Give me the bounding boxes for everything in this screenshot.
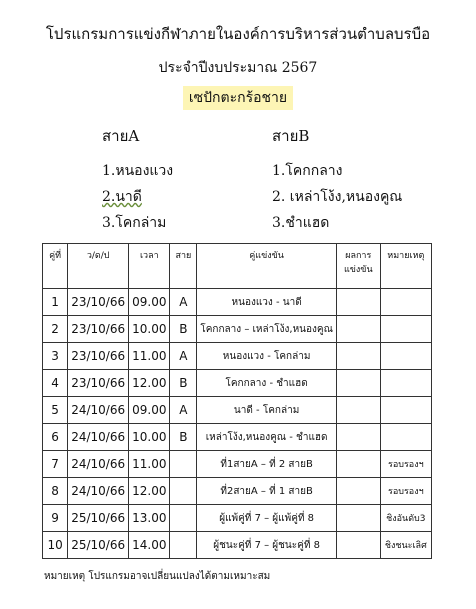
time-cell: 11.00 [129,451,170,478]
match-no-cell: 8 [43,478,68,505]
col-header-date: ว/ด/ป [68,244,129,289]
table-row [43,316,432,343]
table-row [43,424,432,451]
col-header-opponents: คู่แข่งขัน [197,244,337,289]
note-cell [380,343,431,370]
match-no-cell: 9 [43,505,68,532]
time-cell: 10.00 [129,316,170,343]
note-cell [380,316,431,343]
match-cell: ผู้แพ้คู่ที่ 7 – ผู้แพ้คู่ที่ 8 [197,505,337,532]
match-cell: นาดี - โคกล่าม [197,397,337,424]
match-cell: ที่1สายA – ที่ 2 สายB [197,451,337,478]
group-b-team: 1.โคกกลาง [272,163,343,179]
col-header-time: เวลา [129,244,170,289]
result-cell [336,397,380,424]
note-cell: ชิงชนะเลิศ [380,532,431,559]
group-cell [170,478,197,505]
result-cell [336,451,380,478]
match-no-cell: 2 [43,316,68,343]
table-row [43,397,432,424]
group-a-team: 3.โคกล่าม [102,215,167,231]
group-b-team: 2. เหล่าโง้ง,หนองคูณ [272,189,403,205]
match-no-cell: 10 [43,532,68,559]
col-header-result: ผลการแข่งขัน [336,244,380,289]
group-cell: B [170,424,197,451]
col-header-match-no: คู่ที่ [43,244,68,289]
result-cell [336,370,380,397]
result-cell [336,343,380,370]
match-cell: โคกกลาง - ชำแฮด [197,370,337,397]
time-cell: 09.00 [129,397,170,424]
note-cell [380,397,431,424]
date-cell: 25/10/66 [68,505,129,532]
result-cell [336,424,380,451]
time-cell: 11.00 [129,343,170,370]
table-row [43,289,432,316]
match-no-cell: 6 [43,424,68,451]
group-cell: A [170,397,197,424]
note-cell: รอบรองฯ [380,478,431,505]
match-no-cell: 7 [43,451,68,478]
sport-subtitle: เซปักตะกร้อชาย [183,86,293,110]
match-no-cell: 5 [43,397,68,424]
footnote: หมายเหตุ โปรแกรมอาจเปลี่ยนแปลงได้ตามเหมาะสม [44,571,271,582]
group-b-team: 3.ชำแฮด [272,215,330,231]
note-cell [380,424,431,451]
match-no-cell: 3 [43,343,68,370]
result-cell [336,478,380,505]
group-cell: B [170,370,197,397]
group-cell [170,532,197,559]
group-cell: A [170,343,197,370]
match-cell: หนองแวง - โคกล่าม [197,343,337,370]
time-cell: 09.00 [129,289,170,316]
match-cell: ผู้ชนะคู่ที่ 7 – ผู้ชนะคู่ที่ 8 [197,532,337,559]
match-cell: โคกกลาง – เหล่าโง้ง,หนองคูณ [197,316,337,343]
time-cell: 13.00 [129,505,170,532]
table-row [43,343,432,370]
date-cell: 24/10/66 [68,397,129,424]
date-cell: 23/10/66 [68,316,129,343]
date-cell: 23/10/66 [68,343,129,370]
date-cell: 24/10/66 [68,424,129,451]
group-a-heading: สายA [102,127,140,145]
match-cell: ที่2สายA – ที่ 1 สายB [197,478,337,505]
note-cell: รอบรองฯ [380,451,431,478]
table-row [43,478,432,505]
document-title: โปรแกรมการแข่งกีฬาภายในองค์การบริหารส่วนตำบลบรบือ [45,25,431,43]
match-cell: เหล่าโง้ง,หนองคูณ - ชำแฮด [197,424,337,451]
group-a-team: 1.หนองแวง [102,163,174,179]
note-cell [380,289,431,316]
table-header-row [43,244,432,289]
col-header-note: หมายเหตุ [380,244,431,289]
time-cell: 10.00 [129,424,170,451]
table-row [43,532,432,559]
table-row [43,505,432,532]
time-cell: 12.00 [129,370,170,397]
time-cell: 12.00 [129,478,170,505]
group-a-team: 2.นาดี [102,189,142,205]
note-cell: ชิงอันดับ3 [380,505,431,532]
time-cell: 14.00 [129,532,170,559]
result-cell [336,316,380,343]
group-cell [170,451,197,478]
group-cell: A [170,289,197,316]
date-cell: 24/10/66 [68,451,129,478]
table-row [43,370,432,397]
col-header-group: สาย [170,244,197,289]
result-cell [336,505,380,532]
date-cell: 23/10/66 [68,289,129,316]
note-cell [380,370,431,397]
result-cell [336,532,380,559]
group-b-heading: สายB [272,127,310,145]
date-cell: 25/10/66 [68,532,129,559]
date-cell: 24/10/66 [68,478,129,505]
group-cell: B [170,316,197,343]
result-cell [336,289,380,316]
group-cell [170,505,197,532]
table-row [43,451,432,478]
match-schedule-table [42,243,432,559]
match-no-cell: 1 [43,289,68,316]
fiscal-year-line: ประจำปีงบประมาณ 2567 [158,60,318,76]
date-cell: 23/10/66 [68,370,129,397]
match-no-cell: 4 [43,370,68,397]
match-cell: หนองแวง - นาดี [197,289,337,316]
